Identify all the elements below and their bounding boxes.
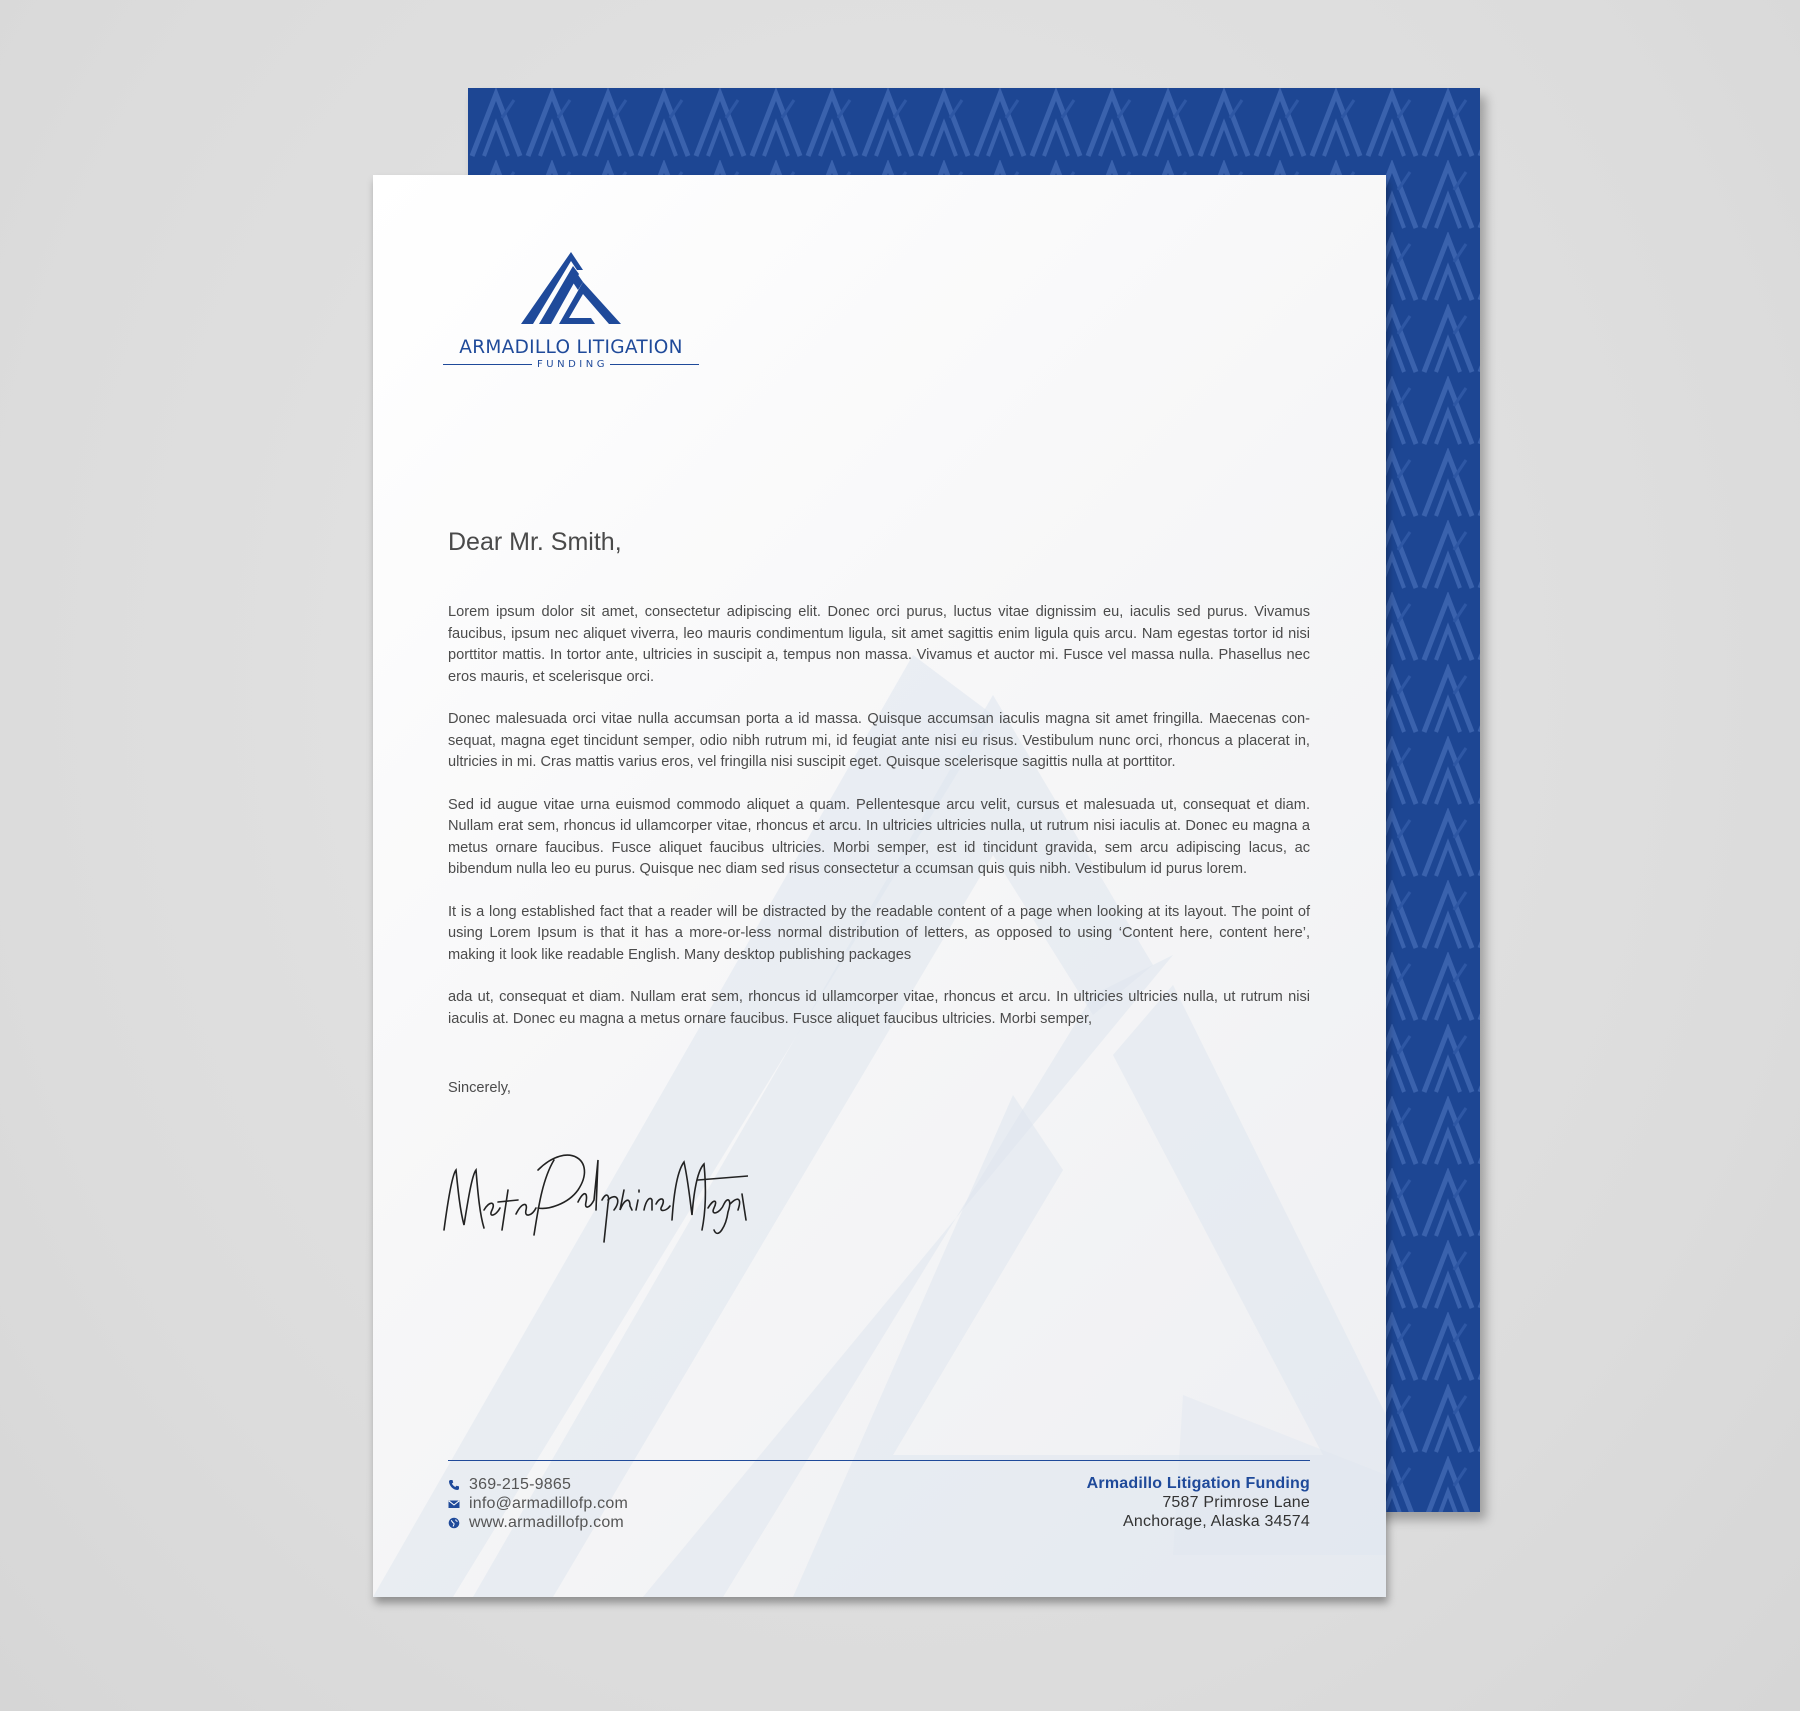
phone-icon bbox=[448, 1479, 460, 1491]
letter-paragraph: Donec malesuada orci vitae nulla accumsan porta a id massa. Quisque accumsan iaculis magna sit amet fringilla. Maecenas con-sequat, magna eget tincidunt semper, odio nibh rutrum mi, id feugiat ante nisi eu risus. Vestibulum nunc orci, rhoncus a placerat in, ultricies in mi. Cras mattis varius eros, vel fringilla nisi suscipit eget. Quisque scelerisque sagittis nulla at porttitor. bbox=[448, 711, 1310, 770]
contact-phone-text: 369-215-9865 bbox=[469, 1475, 572, 1493]
contact-email-text: info@armadillofp.com bbox=[469, 1494, 628, 1512]
logo-subtitle: FUNDING bbox=[537, 359, 608, 370]
armadillo-triangle-icon bbox=[521, 252, 621, 327]
address-city: Anchorage, Alaska 34574 bbox=[1123, 1513, 1310, 1530]
handwritten-signature bbox=[438, 1130, 748, 1245]
company-logo bbox=[443, 252, 699, 370]
address-company: Armadillo Litigation Funding bbox=[1086, 1475, 1310, 1492]
contact-phone bbox=[448, 1475, 628, 1494]
footer-contacts bbox=[448, 1475, 628, 1532]
footer-divider bbox=[448, 1460, 1310, 1461]
address-street: 7587 Primrose Lane bbox=[1162, 1494, 1310, 1511]
letter-paragraph: It is a long established fact that a reader will be distracted by the readable content of a page when looking at its layout. The point of using Lorem Ipsum is that it has a more-or-less normal distribution of letters, as opposed to using ‘Content here, content here’, making it look like readable English. Many desktop publishing packages bbox=[448, 903, 1310, 963]
logo-company-name: ARMADILLO LITIGATION bbox=[459, 337, 683, 358]
letter-paragraph: ada ut, consequat et diam. Nullam erat sem, rhoncus id ullamcorper vitae, rhoncus et arcu. In ultricies ultricies nulla, ut rutrum nisi iaculis at. Donec eu magna a metus ornare faucibus. Fusce aliquet faucibus ultricies. Morbi semper, bbox=[448, 989, 1310, 1027]
letter-paragraph: Sed id augue vitae urna euismod commodo aliquet a quam. Pellentesque arcu velit, cursus et malesuada ut, consequat et diam. Nullam erat sem, rhoncus id ullamcorper vitae, rhoncus et arcu. In ultricies ultricies nulla, ut rutrum nisi iaculis at. Donec eu magna a metus ornare faucibus. Fusce aliquet faucibus ultricies. Morbi semper, est id tincidunt gravida, sem arcu adipiscing lacus, ac bibendum nulla leo eu purus. Quisque nec diam sed risus consectetur a ccumsan quis quis nibh. Vestibulum id purus lorem. bbox=[448, 796, 1310, 877]
letterhead-front-sheet bbox=[373, 175, 1386, 1597]
letter-body bbox=[448, 602, 1310, 1051]
letter-paragraph: Lorem ipsum dolor sit amet, consectetur adipiscing elit. Donec orci purus, luctus vitae dignissim eu, iaculis sed purus. Vivamus faucibus, ipsum nec aliquet viverra, leo mauris condimentum ligula, sit amet sagittis enim ligula quis arcu. Nam egestas tortor id nisi porttitor mattis. In tortor ante, ultricies in suscipit a, tempus non massa. Vivamus et auctor mi. Fusce vel massa nulla. Phasellus nec eros mauris, et scelerisque orci. bbox=[448, 604, 1310, 685]
logo-rule-left bbox=[443, 364, 532, 366]
letter-closing: Sincerely, bbox=[448, 1080, 511, 1096]
mail-icon bbox=[448, 1498, 460, 1510]
logo-rule-right bbox=[610, 364, 699, 366]
contact-email bbox=[448, 1494, 628, 1513]
logo-subtitle-row bbox=[443, 359, 699, 370]
globe-icon bbox=[448, 1517, 460, 1529]
footer-address bbox=[1087, 1475, 1310, 1532]
contact-website bbox=[448, 1513, 628, 1532]
letter-greeting: Dear Mr. Smith, bbox=[448, 528, 622, 556]
contact-website-text: www.armadillofp.com bbox=[469, 1513, 624, 1531]
